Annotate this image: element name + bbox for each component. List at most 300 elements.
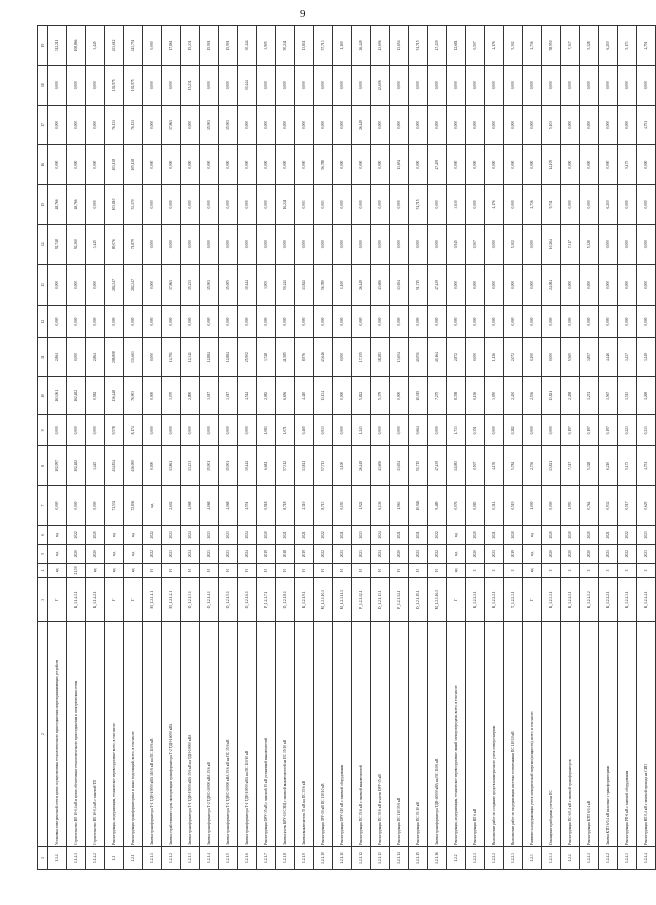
project-id-cell: К_1.2.4.2.1 — [599, 578, 618, 622]
value-cell: 103,138 — [105, 145, 124, 185]
project-id-cell: О_1.2.1.4.1 — [200, 578, 219, 622]
value-cell: 0,000 — [276, 306, 295, 337]
value-cell: 2020 — [580, 525, 599, 544]
value-cell: 56,780 — [314, 145, 333, 185]
value-cell: нд — [48, 544, 67, 563]
page-number: 9 — [300, 8, 306, 20]
value-cell: 0,000 — [181, 185, 200, 225]
value-cell: 2021 — [409, 525, 428, 544]
value-cell: 7,317 — [561, 224, 580, 264]
project-id-cell: М_1.2.1.10.1 — [314, 578, 333, 622]
value-cell: 0,000 — [447, 105, 466, 145]
value-cell: 2020 — [542, 544, 561, 563]
value-cell: 2018 — [276, 544, 295, 563]
value-cell: 0,000 — [561, 185, 580, 225]
value-cell: 1,567 — [599, 377, 618, 415]
value-cell: 17,861 — [162, 264, 181, 306]
row-number-cell: 1.2.1.5 — [219, 847, 238, 870]
value-cell: 2,536 — [523, 377, 542, 415]
value-cell: 2023 — [637, 544, 656, 563]
value-cell: 0,000 — [580, 306, 599, 337]
value-cell: 5,328 — [580, 26, 599, 66]
value-cell: 13,811 — [295, 26, 314, 66]
value-cell: 0,000 — [542, 486, 561, 526]
value-cell: 0,000 — [200, 415, 219, 446]
value-cell: 0,000 — [143, 145, 162, 185]
value-cell: 0,000 — [181, 415, 200, 446]
table-row — [580, 26, 599, 870]
value-cell: 0,000 — [200, 224, 219, 264]
value-cell: 2021 — [276, 525, 295, 544]
value-cell: 26,449 — [352, 264, 371, 306]
value-cell: 13,654 — [390, 26, 409, 66]
value-cell: 0,000 — [333, 337, 352, 377]
value-cell: Н — [181, 563, 200, 578]
value-cell: 2,864 — [86, 337, 105, 377]
row-number-cell: 1.2.2 — [447, 847, 466, 870]
value-cell: 2020 — [504, 525, 523, 544]
value-cell: 0,000 — [542, 415, 561, 446]
value-cell: 0,000 — [295, 145, 314, 185]
project-id-cell: О_1.2.1.15.1 — [409, 578, 428, 622]
value-cell: 13,654 — [390, 145, 409, 185]
value-cell: 0,000 — [48, 145, 67, 185]
value-cell: 7,317 — [561, 26, 580, 66]
value-cell: 4,751 — [637, 105, 656, 145]
value-cell: 40,051 — [409, 337, 428, 377]
value-cell: 2023 — [162, 544, 181, 563]
row-number-cell: 1.2.1.16 — [428, 847, 447, 870]
value-cell: 2020 — [390, 544, 409, 563]
value-cell: 0,000 — [504, 105, 523, 145]
value-cell: 0,000 — [67, 306, 86, 337]
value-cell: 15,005 — [219, 264, 238, 306]
value-cell: 0,000 — [238, 105, 257, 145]
value-cell: 1,963 — [390, 486, 409, 526]
value-cell: 71,532 — [105, 486, 124, 526]
value-cell: 0,000 — [390, 105, 409, 145]
description-cell: Замена трансформатора Т-1 ТДН-10000 кВА 110/6 кВ на ПС 110/6 кВ — [143, 622, 162, 847]
value-cell: нд — [523, 563, 542, 578]
value-cell: 0,000 — [428, 415, 447, 446]
value-cell: 80,076 — [105, 224, 124, 264]
value-cell: 2022 — [618, 544, 637, 563]
value-cell: Н — [257, 563, 276, 578]
value-cell: 2021 — [485, 544, 504, 563]
value-cell: 333,663 — [124, 337, 143, 377]
value-cell: 0,282 — [504, 415, 523, 446]
value-cell: 0,000 — [637, 145, 656, 185]
value-cell: 15,231 — [181, 26, 200, 66]
value-cell: 0,000 — [181, 105, 200, 145]
value-cell: 1,083 — [257, 415, 276, 446]
project-id-cell: Р_1.2.1.7.1 — [257, 578, 276, 622]
value-cell: 0,000 — [276, 105, 295, 145]
project-id-cell: К_1.2.3.1.1 — [542, 578, 561, 622]
value-cell: 76,131 — [105, 105, 124, 145]
value-cell: 17,355 — [352, 337, 371, 377]
value-cell: 0,582 — [86, 377, 105, 415]
row-number-cell: 1.2.4 — [561, 847, 580, 870]
value-cell: 2022 — [143, 544, 162, 563]
table-row — [162, 26, 181, 870]
value-cell: 162,482 — [67, 377, 86, 415]
row-number-cell: 1.2.1.9 — [295, 847, 314, 870]
value-cell: 0,000 — [428, 65, 447, 105]
value-cell: 0,000 — [67, 415, 86, 446]
value-cell: 0,000 — [314, 105, 333, 145]
value-cell: 15,901 — [200, 264, 219, 306]
value-cell: 0,000 — [352, 224, 371, 264]
description-cell: Развитие и модернизация учета электрической энергии (мощности), всего, в том числе: — [523, 622, 542, 847]
value-cell: 4,176 — [485, 446, 504, 486]
value-cell: 2,736 — [523, 185, 542, 225]
value-cell: 284,347 — [105, 264, 124, 306]
value-cell: 2,872 — [447, 337, 466, 377]
value-cell: 15,231 — [181, 65, 200, 105]
value-cell: 0,000 — [162, 415, 181, 446]
value-cell: 3,017 — [219, 377, 238, 415]
value-cell: 0,000 — [143, 377, 162, 415]
value-cell: 0,000 — [504, 65, 523, 105]
column-number-header: 8 — [38, 446, 48, 486]
row-number-cell: 1.2.4.4 — [637, 847, 656, 870]
value-cell: 5,173 — [618, 26, 637, 66]
value-cell: 0,000 — [143, 264, 162, 306]
value-cell: 2,864 — [48, 337, 67, 377]
value-cell: 103,810 — [105, 185, 124, 225]
value-cell: 0,000 — [143, 337, 162, 377]
value-cell: 0,000 — [637, 224, 656, 264]
table-row — [390, 26, 409, 870]
value-cell: нд — [523, 525, 542, 544]
row-number-cell: 1.2.2.1 — [466, 847, 485, 870]
value-cell: 0,000 — [428, 105, 447, 145]
value-cell: 0,000 — [200, 185, 219, 225]
value-cell: 13,821 — [542, 377, 561, 415]
project-id-cell: О_1.2.1.6.1 — [238, 578, 257, 622]
value-cell: 0,114 — [485, 486, 504, 526]
value-cell: Н — [143, 563, 162, 578]
value-cell: 0,000 — [162, 185, 181, 225]
value-cell: З — [599, 563, 618, 578]
row-number-cell: 1.2.4.2 — [599, 847, 618, 870]
value-cell: 0,000 — [352, 306, 371, 337]
value-cell: 6,656 — [276, 377, 295, 415]
table-row — [105, 26, 124, 870]
value-cell: 9,578 — [105, 415, 124, 446]
value-cell: 53,170 — [124, 185, 143, 225]
row-number-cell: 1.2.1.15 — [409, 847, 428, 870]
value-cell: нд — [447, 563, 466, 578]
column-number-header: 17 — [38, 105, 48, 145]
row-number-cell: 1.2.3.1 — [542, 847, 561, 870]
table-body — [48, 26, 656, 870]
table-row — [447, 26, 466, 870]
value-cell: 0,000 — [333, 185, 352, 225]
project-id-cell: К_1.2.2.2.1 — [485, 578, 504, 622]
value-cell: 2023 — [219, 544, 238, 563]
value-cell: 4,542 — [238, 377, 257, 415]
description-cell: Установка электрической сети в целях осуществления технологического присоединения энергопринимающих устройств — [48, 622, 67, 847]
value-cell: Н — [276, 563, 295, 578]
value-cell: 25,902 — [238, 337, 257, 377]
value-cell: 76,903 — [124, 377, 143, 415]
description-cell: Реконструкция ПС 35/10 кВ — [409, 622, 428, 847]
value-cell: 0,000 — [238, 306, 257, 337]
description-cell: Реконструкция ПС 110/35/6 кВ — [390, 622, 409, 847]
value-cell: 1,922 — [352, 486, 371, 526]
value-cell: 0,000 — [390, 377, 409, 415]
value-cell: 0,193 — [333, 486, 352, 526]
column-number-header: 15 — [38, 185, 48, 225]
table-row — [238, 26, 257, 870]
value-cell: 13,654 — [390, 337, 409, 377]
value-cell: 8,174 — [124, 415, 143, 446]
project-id-cell: Р_1.2.1.12.1 — [352, 578, 371, 622]
row-number-cell: 1.2.1.12 — [352, 847, 371, 870]
table-row — [466, 26, 485, 870]
project-id-cell: Г — [105, 578, 124, 622]
value-cell: 7,275 — [428, 377, 447, 415]
row-number-cell: 1.2.3 — [523, 847, 542, 870]
value-cell: 0,000 — [409, 105, 428, 145]
value-cell: 2020 — [466, 544, 485, 563]
value-cell: 13,654 — [390, 264, 409, 306]
value-cell: 0,519 — [504, 486, 523, 526]
value-cell: 2023 — [200, 544, 219, 563]
project-id-cell: Т_1.2.2.3.1 — [504, 578, 523, 622]
value-cell: 0,000 — [67, 486, 86, 526]
description-cell: Реконструкция, модернизация, техническое перевооружение всего, в том числе: — [105, 622, 124, 847]
description-cell: Реконструкция трансформаторных и иных подстанций, всего, в том числе: — [124, 622, 143, 847]
value-cell: 0,000 — [637, 264, 656, 306]
value-cell: 3,857 — [580, 337, 599, 377]
value-cell: 2023 — [637, 525, 656, 544]
description-cell: Выполнение работ по созданию средств коммерческого учета электроэнергии — [485, 622, 504, 847]
value-cell: 47,439 — [428, 264, 447, 306]
value-cell: 0,000 — [523, 145, 542, 185]
value-cell: 8,358 — [447, 377, 466, 415]
value-cell: 3,445 — [86, 446, 105, 486]
row-number-cell: 1.2.1.10 — [314, 847, 333, 870]
value-cell: 92,748 — [48, 224, 67, 264]
table-row — [314, 26, 333, 870]
table-row — [257, 26, 276, 870]
table-row — [352, 26, 371, 870]
value-cell: 0,000 — [219, 65, 238, 105]
value-cell: 0,003 — [314, 185, 333, 225]
value-cell: 0,000 — [219, 145, 238, 185]
value-cell: 58,950 — [542, 26, 561, 66]
value-cell: 0,000 — [466, 65, 485, 105]
value-cell: 0,000 — [390, 415, 409, 446]
value-cell: 4,068 — [200, 486, 219, 526]
value-cell: 0,156 — [466, 377, 485, 415]
column-number-row — [38, 26, 48, 870]
project-id-cell: К_1.2.4.1.1 — [561, 578, 580, 622]
value-cell: 13,134 — [314, 377, 333, 415]
value-cell: 0,000 — [48, 264, 67, 306]
value-cell: 0,000 — [181, 306, 200, 337]
value-cell: 2024 — [371, 525, 390, 544]
value-cell: 5,302 — [504, 26, 523, 66]
value-cell: 0,000 — [143, 26, 162, 66]
value-cell: 0,000 — [504, 145, 523, 185]
table-row — [48, 26, 67, 870]
value-cell: 3,630 — [447, 185, 466, 225]
column-number-header: 5 — [38, 544, 48, 563]
value-cell: 0,000 — [257, 65, 276, 105]
value-cell: 43,606 — [371, 26, 390, 66]
value-cell: 6,210 — [599, 26, 618, 66]
value-cell: нд — [124, 525, 143, 544]
value-cell: 13,654 — [390, 446, 409, 486]
value-cell: 0,000 — [447, 306, 466, 337]
value-cell: 3,748 — [257, 337, 276, 377]
description-cell: Реконструкция ВЛ 0,4 кВ с заменой провода на СИП — [637, 622, 656, 847]
value-cell: 312,211 — [48, 26, 67, 66]
value-cell: 0,000 — [618, 306, 637, 337]
value-cell: 0,000 — [333, 415, 352, 446]
value-cell: 43,606 — [371, 264, 390, 306]
value-cell: 0,000 — [561, 306, 580, 337]
value-cell: 0,000 — [276, 224, 295, 264]
value-cell: 0,223 — [618, 415, 637, 446]
value-cell: 2022 — [314, 525, 333, 544]
value-cell: 0,000 — [390, 185, 409, 225]
value-cell: Н — [295, 563, 314, 578]
value-cell: 0,000 — [238, 224, 257, 264]
value-cell: 30,444 — [238, 26, 257, 66]
description-cell: Реконструкция ОРУ-35 кВ с заменой 15 кВ установкой выключателей — [257, 622, 276, 847]
project-id-cell: О_1.2.1.8.1 — [276, 578, 295, 622]
value-cell: 0,000 — [143, 65, 162, 105]
value-cell: 0,000 — [447, 65, 466, 105]
value-cell: 43,606 — [371, 446, 390, 486]
value-cell: 13,861 — [162, 446, 181, 486]
value-cell: 2020 — [86, 525, 105, 544]
value-cell: 2,430 — [504, 377, 523, 415]
description-cell: Оснащение приборами учета на ПС — [542, 622, 561, 847]
value-cell: нд — [447, 525, 466, 544]
value-cell: 0,000 — [580, 105, 599, 145]
value-cell: 0,000 — [542, 337, 561, 377]
value-cell: 2024 — [181, 544, 200, 563]
value-cell: 15,901 — [200, 105, 219, 145]
value-cell: Н — [238, 563, 257, 578]
description-cell: Замена трансформатора Т-1 ТДН-10000 кВА на ПС 110/10 кВ — [238, 622, 257, 847]
value-cell: 0,000 — [86, 105, 105, 145]
value-cell: 0,000 — [333, 145, 352, 185]
value-cell: 0,000 — [143, 105, 162, 145]
value-cell: 0,000 — [257, 145, 276, 185]
value-cell: 0,000 — [86, 486, 105, 526]
value-cell: 57,713 — [314, 26, 333, 66]
row-number-cell: 1.2.1.1 — [143, 847, 162, 870]
value-cell: 0,076 — [447, 486, 466, 526]
value-cell: 15,901 — [219, 105, 238, 145]
value-cell: 47,439 — [428, 446, 447, 486]
table-row — [504, 26, 523, 870]
table-row — [181, 26, 200, 870]
value-cell: З — [466, 563, 485, 578]
value-cell: 12,884 — [219, 337, 238, 377]
value-cell: 2019 — [295, 544, 314, 563]
value-cell: 0,000 — [447, 264, 466, 306]
row-number-cell: 1.2.4.1 — [580, 847, 599, 870]
value-cell: 0,000 — [485, 145, 504, 185]
row-number-cell: 1.2.1.11 — [333, 847, 352, 870]
project-id-cell: О_1.2.1.5.1 — [219, 578, 238, 622]
value-cell: нд — [48, 525, 67, 544]
value-cell: 0,000 — [637, 185, 656, 225]
value-cell: 2,458 — [561, 377, 580, 415]
value-cell: 14,105 — [542, 145, 561, 185]
value-cell: 2022 — [428, 544, 447, 563]
value-cell: 1,269 — [637, 377, 656, 415]
column-number-header: 1 — [38, 847, 48, 870]
value-cell: 0,000 — [428, 185, 447, 225]
value-cell: 0,000 — [86, 415, 105, 446]
value-cell: 13,841 — [295, 264, 314, 306]
value-cell: 414,834 — [105, 446, 124, 486]
table-row — [371, 26, 390, 870]
description-cell: Реконструкция КТП 6/0,4 кВ — [580, 622, 599, 847]
value-cell: 26,449 — [352, 26, 371, 66]
value-cell: 40,164 — [428, 337, 447, 377]
value-cell: 0,000 — [409, 306, 428, 337]
value-cell: 102,482 — [67, 446, 86, 486]
value-cell: 0,517 — [618, 486, 637, 526]
value-cell: 0,507 — [466, 224, 485, 264]
value-cell: 2021 — [409, 544, 428, 563]
value-cell: 56,780 — [314, 264, 333, 306]
value-cell: 0,000 — [314, 306, 333, 337]
value-cell: 0,000 — [219, 185, 238, 225]
row-number-cell: 1.2.1.3 — [181, 847, 200, 870]
value-cell: 0,000 — [466, 306, 485, 337]
value-cell: 1,274 — [580, 377, 599, 415]
project-id-cell: М_1.2.1.2.1 — [162, 578, 181, 622]
value-cell: нд — [105, 544, 124, 563]
value-cell: 0,083 — [466, 486, 485, 526]
value-cell: 1,243 — [352, 415, 371, 446]
project-id-cell: М_1.2.1.11.1 — [333, 578, 352, 622]
value-cell: 47,439 — [428, 26, 447, 66]
value-cell: 2019 — [504, 544, 523, 563]
value-cell: 2020 — [542, 525, 561, 544]
investment-program-table-sheet — [37, 25, 648, 870]
value-cell: 2021 — [390, 525, 409, 544]
value-cell: 6,136 — [371, 486, 390, 526]
value-cell: 0,664 — [409, 415, 428, 446]
value-cell: 2022 — [143, 525, 162, 544]
value-cell: 0,000 — [352, 145, 371, 185]
value-cell: 0,000 — [162, 224, 181, 264]
value-cell: 9,489 — [428, 486, 447, 526]
value-cell: 12,884 — [200, 337, 219, 377]
value-cell: 57,312 — [276, 446, 295, 486]
value-cell: 0,000 — [162, 306, 181, 337]
column-number-header: 13 — [38, 264, 48, 306]
table-row — [523, 26, 542, 870]
project-id-cell: Г — [447, 578, 466, 622]
value-cell: 0,000 — [219, 306, 238, 337]
value-cell: 0,000 — [238, 415, 257, 446]
project-id-cell: К_1.2.2.1.1 — [466, 578, 485, 622]
value-cell: 102,975 — [124, 65, 143, 105]
